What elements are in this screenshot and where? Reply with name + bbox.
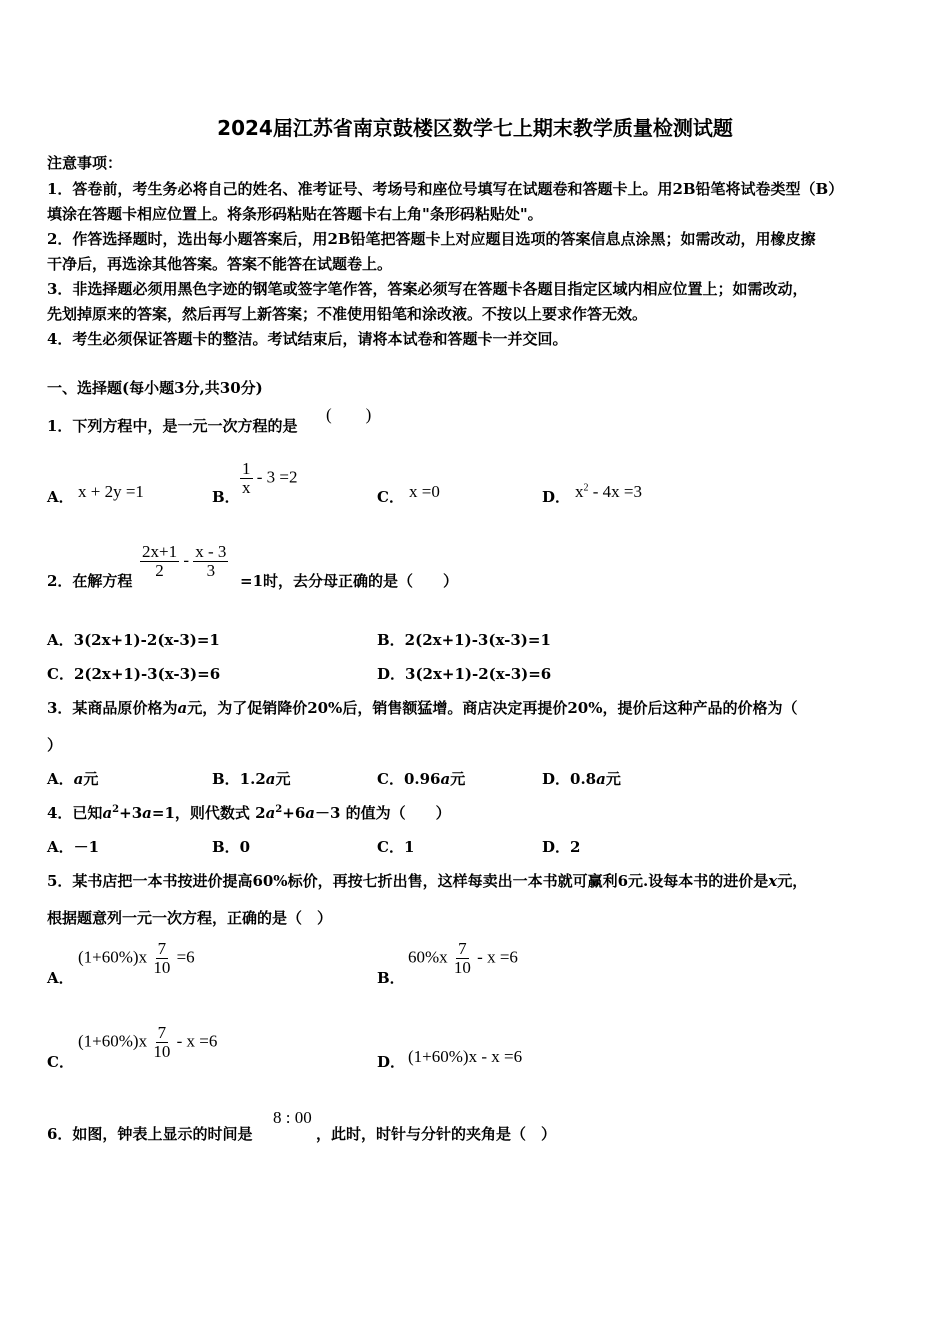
q5-line1-post: 元，: [777, 872, 808, 890]
q5-c-pre: (1+60%)x: [78, 1031, 148, 1051]
question-6-stem-pre: 6．如图，钟表上显示的时间是: [47, 1125, 253, 1143]
q4-part: +3: [119, 804, 143, 822]
q5-b-numerator: 7: [458, 939, 467, 958]
q5-option-a-math: [78, 940, 195, 977]
q3-a-label: A．: [47, 770, 74, 788]
q3-stem-post: 元，为了促销降价20%后，销售额猛增。商店决定再提价20%，提价后这种产品的价格为（: [187, 699, 798, 717]
q3-b-unit: 元: [275, 770, 291, 788]
q5-b-post: - x =6: [477, 947, 518, 967]
q5-a-post: =6: [176, 947, 195, 967]
q1-d-exponent: 2: [583, 482, 589, 494]
q4-sup: 2: [112, 804, 120, 815]
q3-b-label: B．1.2: [212, 770, 266, 788]
q1-b-denominator: x: [242, 477, 251, 497]
q1-option-c-label: C．: [377, 488, 404, 506]
q4-part: 4．已知: [47, 804, 103, 822]
q5-option-a-label: A．: [47, 969, 74, 987]
q1-option-a-label: A．: [47, 488, 74, 506]
q4-part: －3 的值为（ ）: [315, 804, 451, 822]
notice-line: 填涂在答题卡相应位置上。将条形码粘贴在答题卡右上角"条形码粘贴处"。: [47, 205, 543, 223]
q1-option-b-label: B．: [212, 488, 240, 506]
q5-c-numerator: 7: [157, 1023, 167, 1042]
q2-option-a: A．3(2x+1)-2(x-3)=1: [47, 631, 220, 649]
q3-c-unit: 元: [450, 770, 466, 788]
q1-b-numerator: 1: [242, 459, 251, 478]
q2-equation: [140, 543, 228, 580]
q5-b-denominator: 10: [453, 957, 471, 977]
q1-option-a-math: x + 2y =1: [78, 482, 144, 501]
question-1-paren: ( ): [326, 405, 372, 424]
q5-variable: x: [768, 872, 778, 890]
q5-a-numerator: 7: [157, 939, 167, 958]
q4-option-c: C．1: [377, 838, 415, 856]
q1-option-c-math: x =0: [409, 482, 440, 501]
question-1-stem: 1．下列方程中，是一元一次方程的是: [47, 417, 298, 435]
q3-option-a: [47, 768, 98, 789]
q3-c-var: a: [440, 770, 451, 788]
section-heading: 一、选择题(每小题3分,共30分): [47, 379, 263, 397]
q1-d-rest: - 4x =3: [588, 482, 642, 501]
q1-option-d-math: [575, 482, 642, 502]
q2-minus: -: [183, 550, 190, 570]
q5-a-denominator: 10: [153, 957, 171, 977]
q3-option-c: [377, 768, 465, 789]
q2-frac1-denominator: 2: [155, 560, 164, 580]
q4-option-a: A．－1: [47, 838, 100, 856]
q3-option-d: [542, 768, 621, 789]
question-6-stem-post: ，此时，时针与分针的夹角是（ ）: [316, 1125, 557, 1143]
q5-option-b-label: B．: [377, 969, 405, 987]
q5-option-d-label: D．: [377, 1053, 406, 1071]
q3-d-var: a: [596, 770, 606, 788]
notice-line: 干净后，再选涂其他答案。答案不能答在试题卷上。: [47, 255, 393, 273]
q2-frac2-denominator: 3: [206, 560, 216, 580]
q3-b-var: a: [265, 770, 276, 788]
question-2-stem: 2．在解方程: [47, 572, 133, 590]
q4-var: a: [142, 804, 152, 822]
q4-var: a: [265, 804, 276, 822]
q1-d-base: x: [575, 482, 584, 501]
q5-a-pre: (1+60%)x: [78, 947, 148, 967]
notice-line: 4．考生必须保证答题卡的整洁。考试结束后，请将本试卷和答题卡一并交回。: [47, 330, 568, 348]
q3-c-label: C．0.96: [377, 770, 441, 788]
q1-option-b-math: [240, 460, 298, 497]
q3-a-unit: 元: [83, 770, 99, 788]
q3-stem-pre: 3．某商品原价格为: [47, 699, 178, 717]
question-3-stem: [47, 697, 797, 718]
q6-time: 8 : 00: [273, 1108, 312, 1127]
q2-frac1-numerator: 2x+1: [142, 542, 178, 561]
q3-close-paren: ）: [47, 736, 63, 754]
question-4-stem: [47, 802, 451, 823]
q4-part: =1，则代数式 2: [151, 804, 266, 822]
page-title: 2024届江苏省南京鼓楼区数学七上期末教学质量检测试题: [217, 116, 733, 140]
notice-line: 2．作答选择题时，选出每小题答案后，用2B铅笔把答题卡上对应题目选项的答案信息点涂黑；如需改动，用橡皮擦: [47, 230, 816, 248]
q5-b-pre: 60%x: [408, 947, 448, 967]
q4-option-d: D．2: [542, 838, 581, 856]
q3-d-label: D．0.8: [542, 770, 597, 788]
q4-option-b: B．0: [212, 838, 251, 856]
q5-option-d-math: (1+60%)x - x =6: [408, 1047, 523, 1066]
q4-var: a: [102, 804, 113, 822]
q1-b-rest: - 3 =2: [256, 467, 298, 487]
q5-c-denominator: 10: [153, 1041, 171, 1061]
q4-sup: 2: [275, 804, 283, 815]
q5-line1-pre: 5．某书店把一本书按进价提高60%标价，再按七折出售，这样每卖出一本书就可赢利6元.设每本书的进价是: [47, 872, 769, 890]
q4-var: a: [305, 804, 316, 822]
q5-option-c-math: [78, 1024, 217, 1061]
q3-d-unit: 元: [605, 770, 621, 788]
question-5-line1: [47, 870, 807, 891]
question-5-line2: 根据题意列一元一次方程，正确的是（ ）: [47, 909, 333, 927]
notice-line: 先划掉原来的答案，然后再写上新答案；不准使用铅笔和涂改液。不按以上要求作答无效。: [47, 305, 648, 323]
q5-option-c-label: C．: [47, 1053, 74, 1071]
q4-part: +6: [282, 804, 306, 822]
q2-stem-tail: =1时，去分母正确的是（ ）: [240, 572, 459, 590]
q5-option-b-math: [408, 940, 518, 977]
q2-option-d: D．3(2x+1)-2(x-3)=6: [377, 665, 552, 683]
q2-option-b: B．2(2x+1)-3(x-3)=1: [377, 631, 551, 649]
notice-line: 1．答卷前，考生务必将自己的姓名、准考证号、考场号和座位号填写在试题卷和答题卡上。用2B铅笔将试卷类型（B）: [47, 180, 844, 198]
q3-variable: a: [177, 699, 188, 717]
q5-c-post: - x =6: [176, 1031, 218, 1051]
q3-option-b: [212, 768, 291, 789]
q2-option-c: C．2(2x+1)-3(x-3)=6: [47, 665, 221, 683]
notice-heading: 注意事项：: [47, 154, 123, 172]
q2-frac2-numerator: x - 3: [195, 542, 227, 561]
q3-a-var: a: [73, 770, 84, 788]
q1-option-d-label: D．: [542, 488, 571, 506]
notice-line: 3．非选择题必须用黑色字迹的钢笔或签字笔作答，答案必须写在答题卡各题目指定区域内相应位置上；如需改动，: [47, 280, 808, 298]
